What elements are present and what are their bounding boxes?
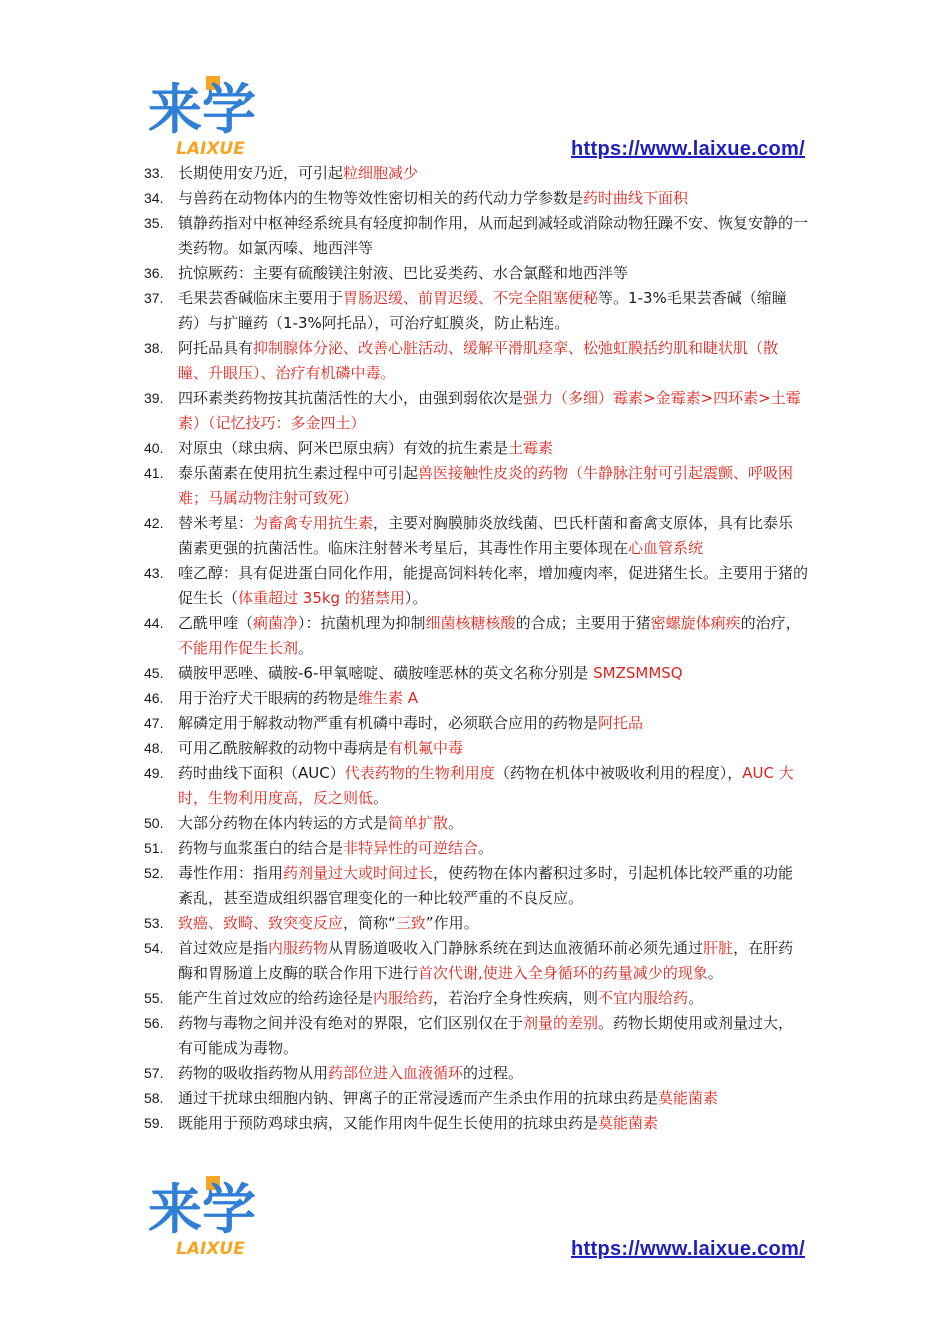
item-text: 既能用于预防鸡球虫病，又能作用肉牛促生长使用的抗球虫药是 (178, 1114, 599, 1132)
list-item (144, 761, 808, 811)
item-number: 39. (144, 390, 164, 406)
item-number: 43. (144, 565, 164, 581)
list-item (144, 1111, 808, 1136)
item-text: 与兽药在动物体内的生物等效性密切相关的药代动力学参数是 (178, 189, 584, 207)
highlight-text: 心血管系统 (628, 539, 704, 557)
item-number: 51. (144, 840, 164, 856)
footer-url-link[interactable]: https://www.laixue.com/ (571, 1238, 805, 1260)
highlight-text: 兽医接触性皮炎的药物（牛静脉注射可引起震颤、呼吸困难；马属动物注射可致死） (178, 464, 794, 507)
highlight-text: 胃肠迟缓、前胃迟缓、不完全阻塞便秘 (343, 289, 599, 307)
item-text: 对原虫（球虫病、阿米巴原虫病）有效的抗生素是 (178, 439, 509, 457)
item-text: ）：抗菌机理为抑制 (298, 614, 426, 632)
highlight-text: 抑制腺体分泌、改善心脏活动、缓解平滑肌痉挛、松弛虹膜括约肌和睫状肌（散瞳、升眼压）、治疗有机磷中毒。 (178, 339, 779, 382)
list-item (144, 511, 808, 561)
item-text: ，主要对胸膜肺炎放线菌、巴氏杆菌和畜禽支原体，具有比泰乐菌素更强的抗菌活性。临床注射替米考星后，其毒性作用主要体现在 (178, 514, 794, 557)
item-text: 解磷定用于解救动物严重有机磷中毒时，必须联合应用的药物是 (178, 714, 599, 732)
highlight-text: 非特异性的可逆结合 (343, 839, 479, 857)
list-item (144, 386, 808, 436)
highlight-text: 体重超过 35kg 的猪禁用 (238, 589, 405, 607)
item-text: 毛果芸香碱临床主要用于 (178, 289, 344, 307)
item-text: 抗惊厥药：主要有硫酸镁注射液、巴比妥类药、水合氯醛和地西泮等 (178, 264, 629, 282)
highlight-text: 不能用作促生长剂 (178, 639, 299, 657)
item-text: 药时曲线下面积（AUC） (178, 764, 345, 782)
highlight-text: 土霉素 (508, 439, 554, 457)
item-text: ，简称“ (343, 914, 396, 932)
header-logo (146, 70, 266, 158)
list-item (144, 986, 808, 1011)
item-text: 大部分药物在体内转运的方式是 (178, 814, 389, 832)
highlight-text: 莫能菌素 (658, 1089, 719, 1107)
item-number: 34. (144, 190, 164, 206)
item-text: 首过效应是指 (178, 939, 269, 957)
item-text: 毒性作用：指用 (178, 864, 284, 882)
logo-subtext: LAIXUE (176, 139, 245, 158)
list-item (144, 911, 808, 936)
highlight-text: 莫能菌素 (598, 1114, 659, 1132)
item-text: ，使药物在体内蓄积过多时，引起机体比较严重的功能紊乱，甚至造成组织器官理变化的一种比较严重的不良反应。 (178, 864, 794, 907)
item-number: 38. (144, 340, 164, 356)
item-text: 等。1-3%毛果芸香碱（缩瞳药）与扩瞳药（1-3%阿托品），可治疗虹膜炎，防止粘连。 (178, 289, 787, 332)
highlight-text: 剂量的差别 (523, 1014, 599, 1032)
list-item (144, 736, 808, 761)
item-text: 可用乙酰胺解救的动物中毒病是 (178, 739, 389, 757)
highlight-text: 简单扩散 (388, 814, 449, 832)
item-number: 36. (144, 265, 164, 281)
item-number: 50. (144, 815, 164, 831)
item-text: （药物在机体中被吸收利用的程度）， (494, 764, 743, 782)
item-number: 49. (144, 765, 164, 781)
item-number: 47. (144, 715, 164, 731)
list-item (144, 836, 808, 861)
list-item (144, 461, 808, 511)
list-item (144, 861, 808, 911)
highlight-text: 密螺旋体痢疾 (650, 614, 741, 632)
item-text: ）。 (404, 589, 428, 607)
item-text: 。药物长期使用或剂量过大，有可能成为毒物。 (178, 1014, 794, 1057)
item-text: 药物与血浆蛋白的结合是 (178, 839, 344, 857)
item-number: 57. (144, 1065, 164, 1081)
item-number: 58. (144, 1090, 164, 1106)
list-item (144, 1086, 808, 1111)
item-number: 45. (144, 665, 164, 681)
list-item (144, 336, 808, 386)
list-item (144, 936, 808, 986)
highlight-text: 维生素 A (358, 689, 419, 707)
list-item (144, 811, 808, 836)
item-number: 48. (144, 740, 164, 756)
item-text: 能产生首过效应的给药途径是 (178, 989, 374, 1007)
item-text: 阿托品具有 (178, 339, 254, 357)
item-number: 52. (144, 865, 164, 881)
item-text: ，在肝药酶和胃肠道上皮酶的联合作用下进行 (178, 939, 794, 982)
item-text: 药物与毒物之间并没有绝对的界限，它们区别仅在于 (178, 1014, 524, 1032)
highlight-text: 为畜禽专用抗生素 (253, 514, 374, 532)
laixue-logo-graphic (146, 1170, 266, 1258)
logo-text: 来学 (148, 78, 256, 141)
item-text: 喹乙醇：具有促进蛋白同化作用，能提高饲料转化率，增加瘦肉率，促进猪生长。主要用于猪的促生长（ (178, 564, 809, 607)
item-text: 。 (448, 814, 464, 832)
list-item (144, 1011, 808, 1061)
item-text: ”作用。 (425, 914, 479, 932)
highlight-text: 痢菌净 (253, 614, 299, 632)
highlight-text: 药部位进入血液循环 (328, 1064, 464, 1082)
list-item (144, 711, 808, 736)
item-number: 56. (144, 1015, 164, 1031)
item-text: 药物的吸收指药物从用 (178, 1064, 329, 1082)
highlight-text: 阿托品 (598, 714, 644, 732)
list-item (144, 686, 808, 711)
highlight-text: 细菌核糖核酸 (425, 614, 516, 632)
item-text: 乙酰甲喹（ (178, 614, 254, 632)
list-item (144, 611, 808, 661)
highlight-text: 粒细胞减少 (343, 164, 419, 182)
item-number: 46. (144, 690, 164, 706)
highlight-text: 致癌、致畸、致突变反应 (178, 914, 344, 932)
item-number: 53. (144, 915, 164, 931)
item-number: 41. (144, 465, 164, 481)
item-text: 。 (373, 789, 389, 807)
item-number: 55. (144, 990, 164, 1006)
item-number: 42. (144, 515, 164, 531)
list-item (144, 211, 808, 261)
item-text: 从胃肠道吸收入门静脉系统在到达血液循环前必须先通过 (328, 939, 704, 957)
item-number: 59. (144, 1115, 164, 1131)
item-text: ，若治疗全身性疾病，则 (433, 989, 599, 1007)
item-number: 35. (144, 215, 164, 231)
item-text: 镇静药指对中枢神经系统具有轻度抑制作用，从而起到减轻或消除动物狂躁不安、恢复安静的一类药物。如氯丙嗪、地西泮等 (178, 214, 809, 257)
item-text: 。 (688, 989, 704, 1007)
highlight-text: 代表药物的生物利用度 (344, 764, 495, 782)
item-text: 替米考星： (178, 514, 254, 532)
list-item (144, 286, 808, 336)
highlight-text: 三致 (395, 914, 426, 932)
item-text: 磺胺甲恶唑、磺胺-6-甲氧嘧啶、磺胺喹恶林的英文名称分别是 (178, 664, 594, 682)
item-text: 的过程。 (463, 1064, 524, 1082)
item-text: 用于治疗犬干眼病的药物是 (178, 689, 359, 707)
highlight-text: 不宜内服给药 (598, 989, 689, 1007)
list-item (144, 661, 808, 686)
laixue-logo-graphic (146, 70, 266, 158)
item-text: 的合成；主要用于猪 (515, 614, 651, 632)
item-text: 。 (707, 964, 723, 982)
item-text: 四环素类药物按其抗菌活性的大小，由强到弱依次是 (178, 389, 524, 407)
logo-subtext: LAIXUE (176, 1239, 245, 1258)
list-item (144, 261, 808, 286)
item-text: 长期使用安乃近，可引起 (178, 164, 344, 182)
item-number: 37. (144, 290, 164, 306)
logo-text: 来学 (148, 1178, 256, 1241)
list-item (144, 1061, 808, 1086)
item-text: 。 (478, 839, 494, 857)
highlight-text: 药时曲线下面积 (583, 189, 689, 207)
item-number: 54. (144, 940, 164, 956)
header-url-link[interactable]: https://www.laixue.com/ (571, 138, 805, 160)
item-text: 泰乐菌素在使用抗生素过程中可引起 (178, 464, 419, 482)
highlight-text: 内服药物 (268, 939, 329, 957)
list-item (144, 436, 808, 461)
highlight-text: 内服给药 (373, 989, 434, 1007)
highlight-text: 首次代谢,使进入全身循环的药量减少的现象 (418, 964, 708, 982)
item-number: 40. (144, 440, 164, 456)
highlight-text: 药剂量过大或时间过长 (283, 864, 434, 882)
highlight-text: 强力（多细）霉素>金霉素>四环素>土霉素）（记忆技巧：多金四土） (178, 389, 801, 432)
list-item (144, 161, 808, 186)
item-number: 33. (144, 165, 164, 181)
footer-logo (146, 1170, 266, 1258)
highlight-text: SMZSMMSQ (593, 664, 683, 682)
item-text: 的治疗， (740, 614, 801, 632)
highlight-text: AUC 大时，生物利用度高，反之则低 (178, 764, 794, 807)
list-item (144, 186, 808, 211)
item-text: 通过干扰球虫细胞内钠、钾离子的正常浸透而产生杀虫作用的抗球虫药是 (178, 1089, 659, 1107)
item-text: 。 (298, 639, 314, 657)
highlight-text: 肝脏 (703, 939, 734, 957)
item-number: 44. (144, 615, 164, 631)
list-item (144, 561, 808, 611)
content-list (144, 161, 808, 1136)
highlight-text: 有机氟中毒 (388, 739, 464, 757)
